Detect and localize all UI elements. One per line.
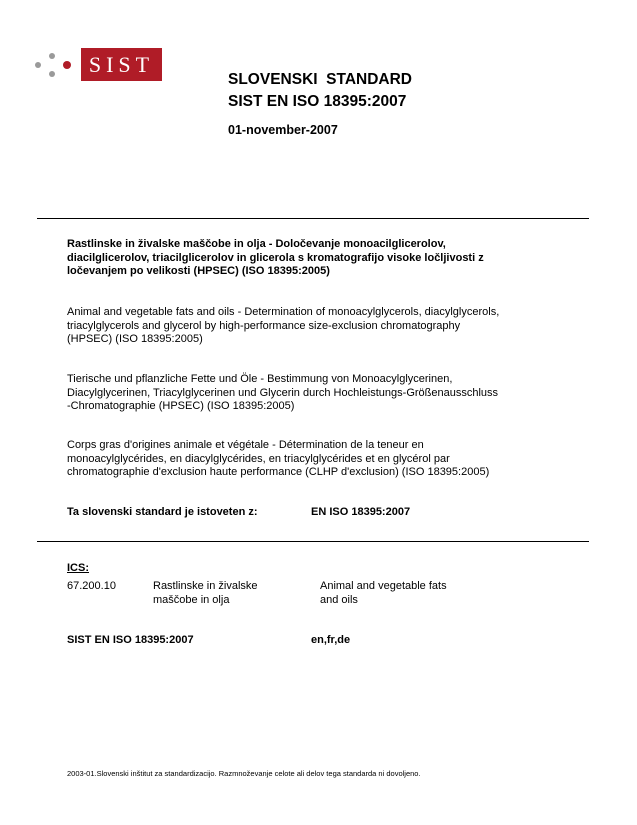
title-line: triacylglycerols and glycerol by high-performance size-exclusion chromatography <box>67 319 461 332</box>
logo-wordmark: SIST <box>81 48 162 81</box>
logo-dot-icon <box>49 53 55 59</box>
title-slovenian <box>67 238 567 279</box>
standard-type: SLOVENSKI STANDARD <box>228 71 413 88</box>
title-line: Corps gras d'origines animale et végétale - Détermination de la teneur en <box>67 439 424 451</box>
ics-code: 67.200.10 <box>67 580 116 592</box>
logo-dot-icon <box>35 62 41 68</box>
title-english <box>67 306 567 347</box>
bottom-divider <box>37 541 589 542</box>
ics-heading: ICS: <box>67 562 89 574</box>
top-divider <box>37 218 589 219</box>
ics-line: Animal and vegetable fats <box>320 580 447 592</box>
ics-line: maščobe in olja <box>153 593 230 606</box>
title-line: monoacylglycérides, en diacylglycérides, en triacylglycérides et en glycérol par <box>67 452 450 465</box>
publication-date: 01-november-2007 <box>228 123 338 137</box>
equivalence-label: Ta slovenski standard je istoveten z: <box>67 506 258 518</box>
ics-desc-english <box>320 580 447 607</box>
title-line: diacilglicerolov, triacilglicerolov in glicerola s kromatografijo visoke ločljivosti z <box>67 251 484 264</box>
title-line: -Chromatographie (HPSEC) (ISO 18395:2005) <box>67 400 295 412</box>
title-french <box>67 439 567 480</box>
title-line: chromatographie d'exclusion haute performance (CLHP d'exclusion) (ISO 18395:2005) <box>67 466 490 478</box>
logo-dot-icon <box>49 71 55 77</box>
copyright-notice: 2003-01.Slovenski inštitut za standardizacijo. Razmnoževanje celote ali delov tega standarda ni dovoljeno. <box>67 769 421 778</box>
title-line: Tierische und pflanzliche Fette und Öle - Bestimmung von Monoacylglycerinen, <box>67 373 453 385</box>
footer-languages: en,fr,de <box>311 634 351 646</box>
title-german <box>67 373 567 414</box>
standard-code: SIST EN ISO 18395:2007 <box>228 93 407 110</box>
title-line: ločevanjem po velikosti (HPSEC) (ISO 18395:2005) <box>67 265 330 277</box>
ics-desc-slovenian <box>153 580 258 607</box>
sist-logo <box>35 48 163 88</box>
footer-standard-code: SIST EN ISO 18395:2007 <box>67 634 194 646</box>
logo-dot-icon <box>63 61 71 69</box>
ics-line: and oils <box>320 593 358 606</box>
title-line: Animal and vegetable fats and oils - Determination of monoacylglycerols, diacylglycerols, <box>67 306 500 318</box>
title-line: (HPSEC) (ISO 18395:2005) <box>67 333 203 345</box>
equivalence-value: EN ISO 18395:2007 <box>311 506 411 518</box>
ics-line: Rastlinske in živalske <box>153 580 258 592</box>
title-line: Rastlinske in živalske maščobe in olja - Določevanje monoacilglicerolov, <box>67 238 446 250</box>
title-line: Diacylglycerinen, Triacylglycerinen und Glycerin durch Hochleistungs-Größenausschluss <box>67 386 499 399</box>
